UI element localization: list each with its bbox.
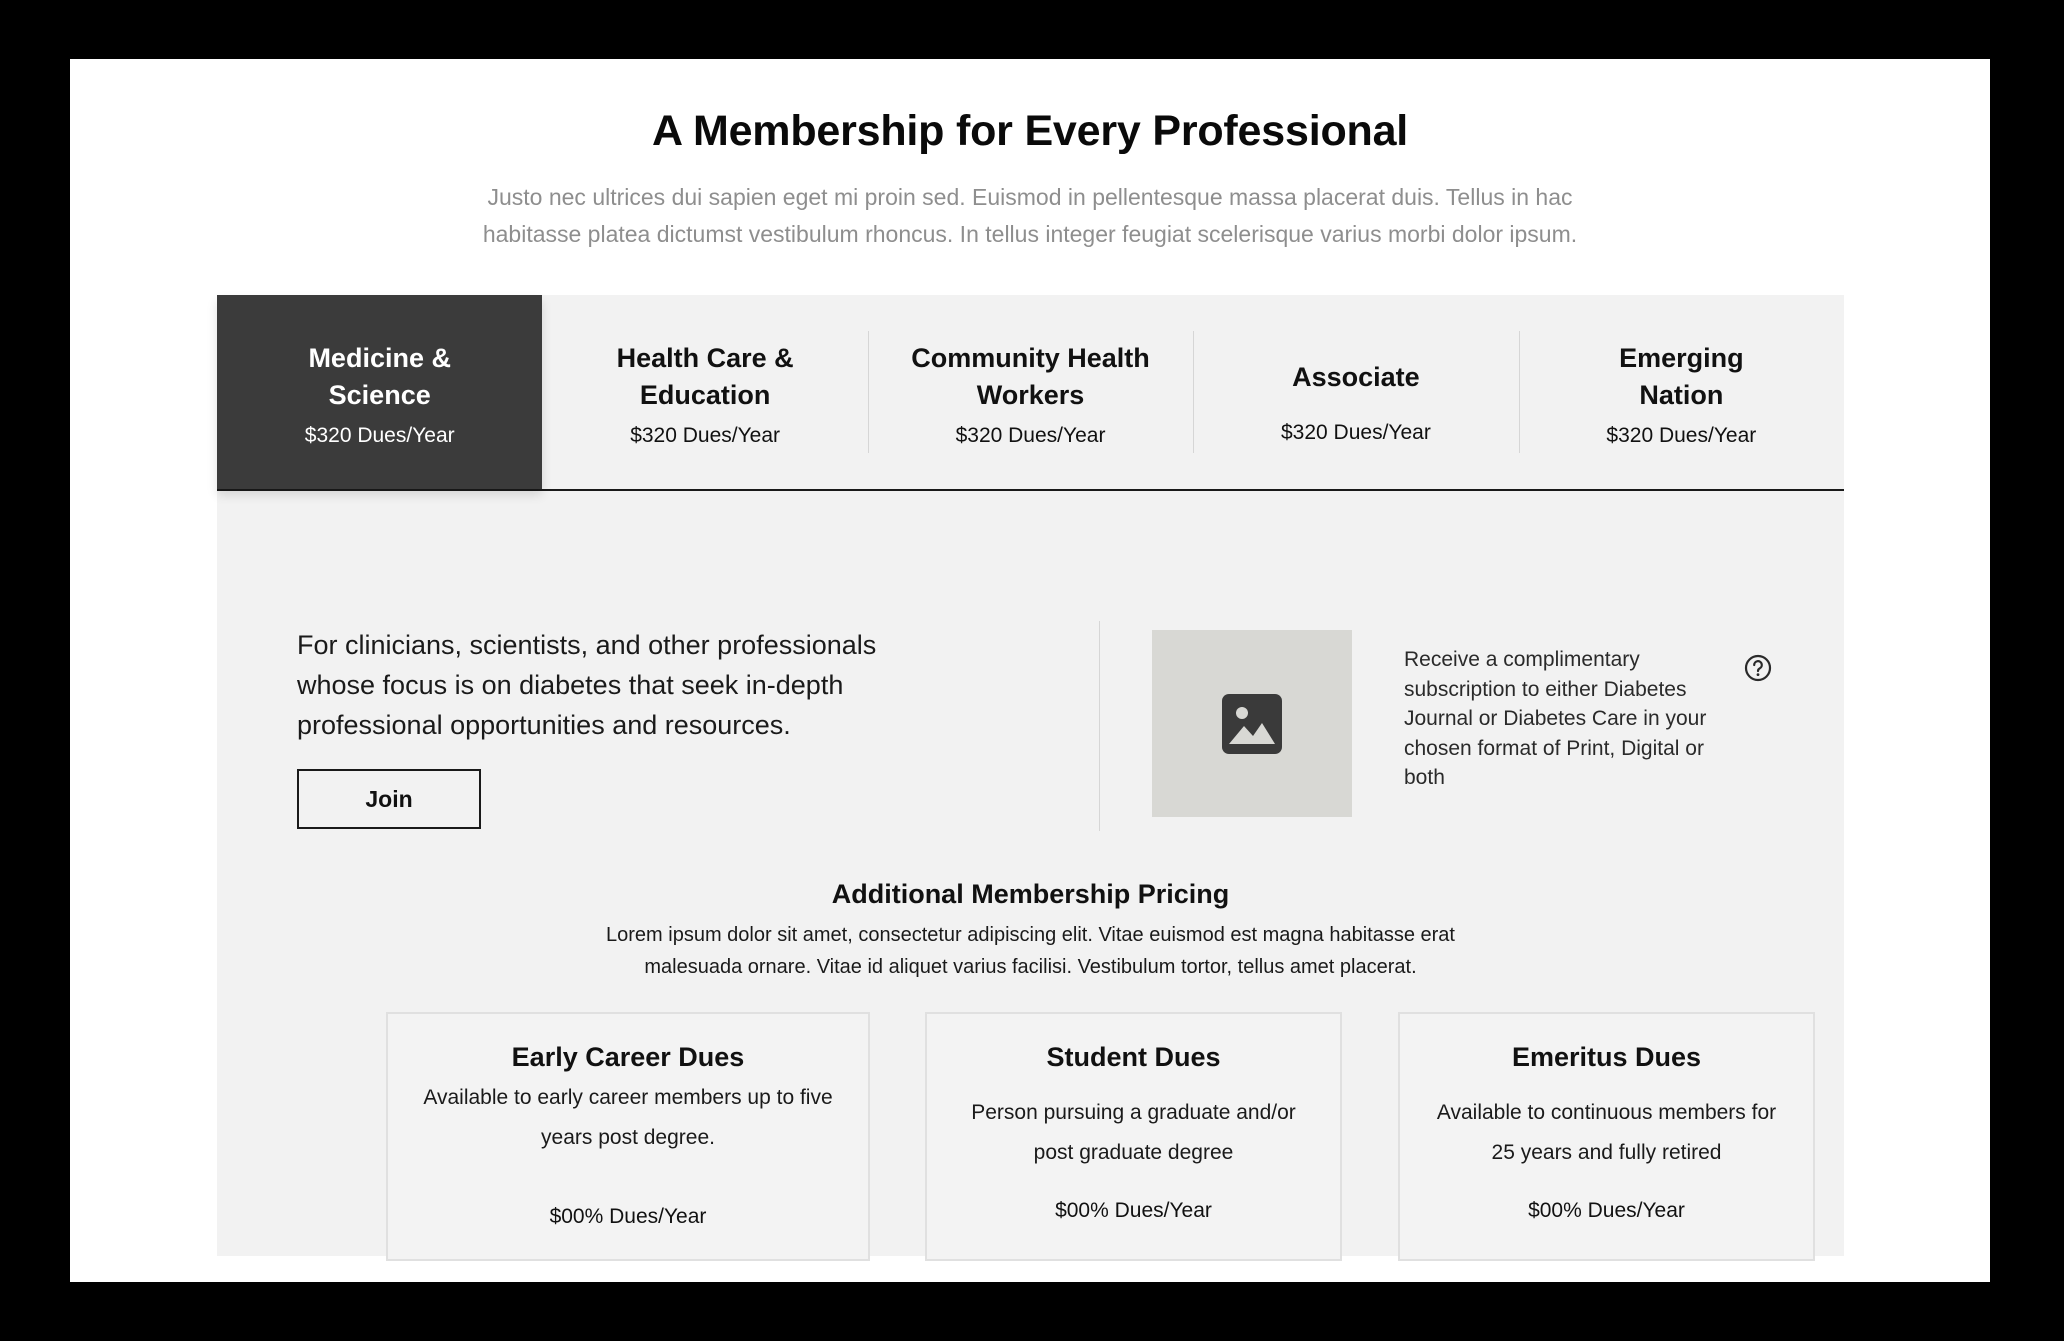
tab-emerging-nation[interactable] — [1519, 295, 1844, 489]
card-description: Person pursuing a graduate and/or post graduate degree — [971, 1101, 1296, 1164]
tab-name: Medicine & Science — [308, 343, 451, 410]
card-title: Early Career Dues — [511, 1042, 745, 1072]
tab-name: Health Care & Education — [616, 343, 794, 410]
divider — [1099, 621, 1100, 831]
tab-price: $320 Dues/Year — [1606, 424, 1757, 447]
tab-community-health-workers[interactable] — [868, 295, 1193, 489]
additional-pricing-title: Additional Membership Pricing — [831, 879, 1230, 909]
membership-page — [70, 59, 1990, 1282]
tab-name: Emerging Nation — [1619, 343, 1744, 410]
pricing-card-emeritus — [1398, 1012, 1815, 1261]
pricing-card-early-career — [386, 1012, 870, 1261]
tab-price: $320 Dues/Year — [1281, 420, 1431, 444]
image-placeholder — [1152, 630, 1352, 817]
pricing-card-student — [925, 1012, 1342, 1261]
card-description: Available to early career members up to five years post degree. — [423, 1086, 833, 1149]
tab-name: Community Health Workers — [911, 343, 1150, 410]
membership-description: For clinicians, scientists, and other professionals whose focus is on diabetes that seek in-depth professional opportunities and resources. — [297, 630, 877, 740]
image-icon — [1222, 694, 1282, 754]
tab-associate[interactable] — [1193, 295, 1518, 489]
card-title: Student Dues — [1046, 1042, 1221, 1072]
card-price: $00% Dues/Year — [549, 1205, 707, 1228]
membership-panel — [217, 295, 1844, 1256]
page-subtitle: Justo nec ultrices dui sapien eget mi proin sed. Euismod in pellentesque massa placerat duis. Tellus in hac habitasse platea dictumst vestibulum rhoncus. In tellus integer feugiat scelerisque varius morbi dolor ipsum. — [482, 184, 1578, 247]
question-circle-icon[interactable] — [1744, 654, 1772, 682]
tab-price: $320 Dues/Year — [630, 424, 781, 447]
tab-name: Associate — [1292, 361, 1420, 392]
join-button[interactable]: Join — [297, 769, 481, 829]
card-price: $00% Dues/Year — [1055, 1199, 1212, 1222]
tab-medicine-science[interactable] — [217, 295, 542, 489]
benefit-text: Receive a complimentary subscription to either Diabetes Journal or Diabetes Care in your chosen format of Print, Digital or both — [1404, 648, 1707, 789]
additional-pricing-subtitle: Lorem ipsum dolor sit amet, consectetur adipiscing elit. Vitae euismod est magna habitasse erat malesuada ornare. Vitae id aliquet varius facilisi. Vestibulum tortor, tellus amet placerat. — [606, 924, 1455, 978]
page-title: A Membership for Every Professional — [651, 107, 1409, 155]
membership-tabs — [217, 295, 1844, 491]
card-description: Available to continuous members for 25 years and fully retired — [1436, 1101, 1777, 1164]
card-title: Emeritus Dues — [1511, 1042, 1702, 1072]
tab-price: $320 Dues/Year — [304, 424, 455, 447]
tab-price: $320 Dues/Year — [955, 424, 1106, 447]
tab-health-care-education[interactable] — [542, 295, 867, 489]
card-price: $00% Dues/Year — [1528, 1199, 1685, 1222]
